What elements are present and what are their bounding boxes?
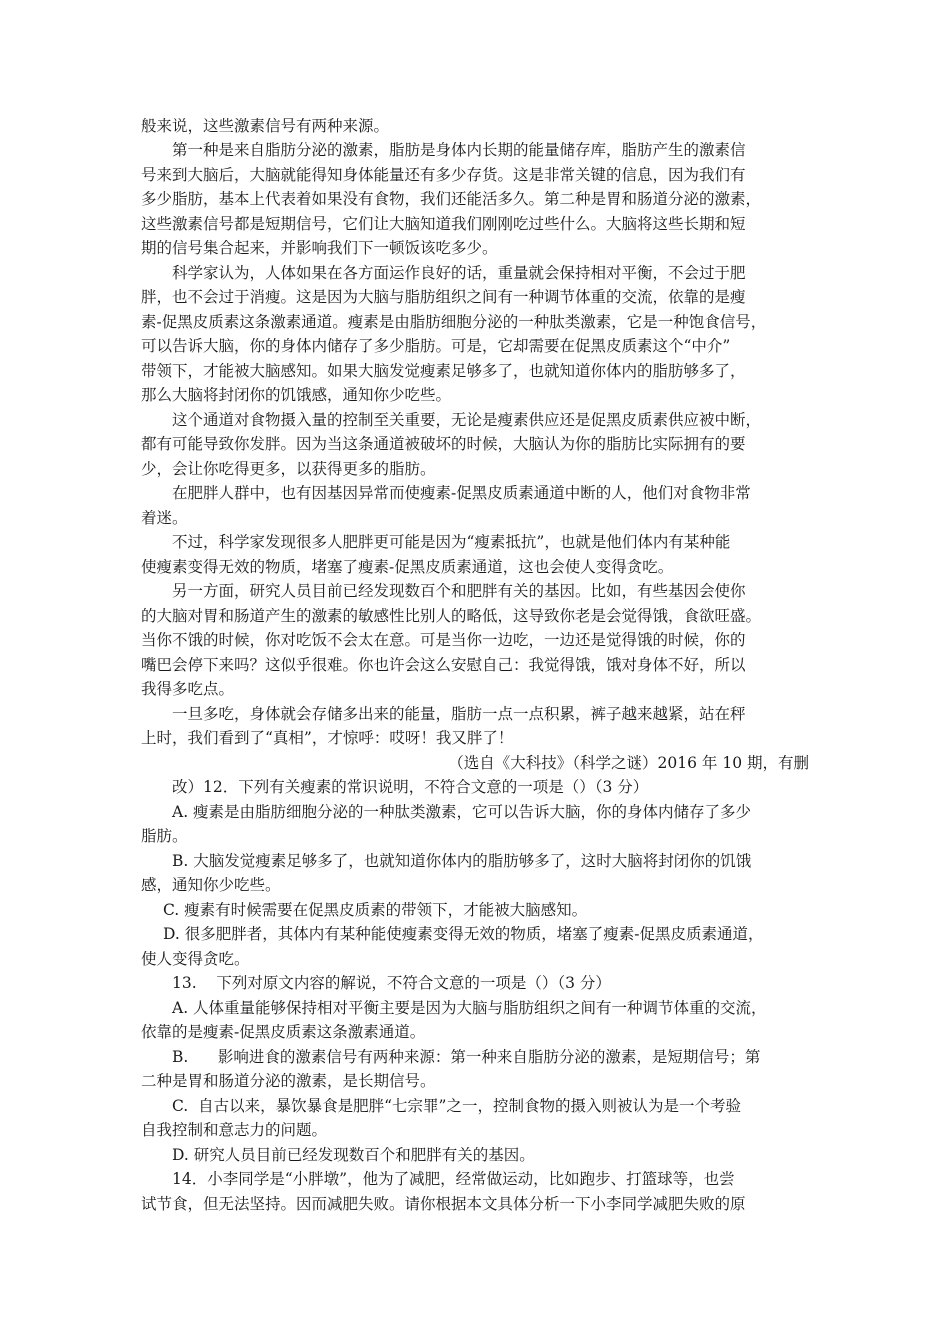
text-line: 当你不饿的时候，你对吃饭不会太在意。可是当你一边吃，一边还是觉得饿的时候，你的	[141, 631, 746, 649]
text-line: 上时，我们看到了“真相”，才惊呼：哎呀！我又胖了！	[141, 729, 514, 747]
paragraph-start: 不过，科学家发现很多人肥胖更可能是因为“瘦素抵抗”，也就是他们体内有某种能	[172, 533, 731, 551]
paragraph-start: 第一种是来自脂肪分泌的激素，脂肪是身体内长期的能量储存库，脂肪产生的激素信	[172, 141, 746, 159]
paragraph-start: 科学家认为，人体如果在各方面运作良好的话，重量就会保持相对平衡，不会过于肥	[172, 264, 746, 282]
text-line: 使瘦素变得无效的物质，堵塞了瘦素-促黑皮质素通道，这也会使人变得贪吃。	[141, 558, 674, 576]
paragraph-start: 另一方面，研究人员目前已经发现数百个和肥胖有关的基因。比如，有些基因会使你	[172, 582, 746, 600]
text-line: 这些激素信号都是短期信号，它们让大脑知道我们刚刚吃过些什么。大脑将这些长期和短	[141, 215, 746, 233]
text-line: 感，通知你少吃些。	[141, 876, 281, 894]
paragraph-start: 在肥胖人群中，也有因基因异常而使瘦素-促黑皮质素通道中断的人，他们对食物非常	[172, 484, 751, 502]
text-line: 少，会让你吃得更多，以获得更多的脂肪。	[141, 460, 436, 478]
text-line: 胖，也不会过于消瘦。这是因为大脑与脂肪组织之间有一种调节体重的交流，依靠的是瘦	[141, 288, 746, 306]
option-a: A. 人体重量能够保持相对平衡主要是因为大脑与脂肪组织之间有一种调节体重的交流，	[172, 999, 767, 1017]
text-line: 依靠的是瘦素-促黑皮质素这条激素通道。	[141, 1023, 426, 1041]
text-line: 可以告诉大脑，你的身体内储存了多少脂肪。可是，它却需要在促黑皮质素这个“中介”	[141, 337, 731, 355]
text-line: 号来到大脑后，大脑就能得知身体能量还有多少存货。这是非常关键的信息，因为我们有	[141, 166, 746, 184]
paragraph-start: 一旦多吃，身体就会存储多出来的能量，脂肪一点一点积累，裤子越来越紧，站在秤	[172, 705, 746, 723]
option-d: D. 研究人员目前已经发现数百个和肥胖有关的基因。	[172, 1146, 535, 1164]
text-line: 着迷。	[141, 509, 188, 527]
option-b: B. 影响进食的激素信号有两种来源：第一种来自脂肪分泌的激素，是短期信号；第	[172, 1048, 761, 1066]
text-line: 素-促黑皮质素这条激素通道。瘦素是由脂肪细胞分泌的一种肽类激素，它是一种饱食信号，	[141, 313, 767, 331]
text-line: 的大脑对胃和肠道产生的激素的敏感性比别人的略低，这导致你老是会觉得饿，食欲旺盛。	[141, 607, 762, 625]
text-line: 带领下，才能被大脑感知。如果大脑发觉瘦素足够多了，也就知道你体内的脂肪够多了，	[141, 362, 746, 380]
option-a: A. 瘦素是由脂肪细胞分泌的一种肽类激素，它可以告诉大脑，你的身体内储存了多少	[172, 803, 752, 821]
text-line: 脂肪。	[141, 827, 188, 845]
text-line: 使人变得贪吃。	[141, 950, 250, 968]
text-line: 我得多吃点。	[141, 680, 235, 698]
text-line: 那么大脑将封闭你的饥饿感，通知你少吃些。	[141, 386, 452, 404]
option-c: C. 瘦素有时候需要在促黑皮质素的带领下，才能被大脑感知。	[163, 901, 588, 919]
source-citation: （选自《大科技》（科学之谜）2016 年 10 期，有删	[448, 754, 809, 772]
option-b: B. 大脑发觉瘦素足够多了，也就知道你体内的脂肪够多了，这时大脑将封闭你的饥饿	[172, 852, 752, 870]
text-line: 都有可能导致你发胖。因为当这条通道被破坏的时候，大脑认为你的脂肪比实际拥有的要	[141, 435, 746, 453]
option-c: C. 自古以来，暴饮暴食是肥胖“七宗罪”之一，控制食物的摄入则被认为是一个考验	[172, 1097, 741, 1115]
text-line: 试节食，但无法坚持。因而减肥失败。请你根据本文具体分析一下小李同学减肥失败的原	[141, 1195, 746, 1213]
text-line: 自我控制和意志力的问题。	[141, 1121, 328, 1139]
paragraph-start: 这个通道对食物摄入量的控制至关重要，无论是瘦素供应还是促黑皮质素供应被中断，	[172, 411, 762, 429]
question-12: 改）12．下列有关瘦素的常识说明，不符合文意的一项是（）（3 分）	[172, 778, 649, 796]
text-line: 般来说，这些激素信号有两种来源。	[141, 117, 390, 135]
text-line: 期的信号集合起来，并影响我们下一顿饭该吃多少。	[141, 239, 498, 257]
text-line: 嘴巴会停下来吗？这似乎很难。你也许会这么安慰自己：我觉得饿，饿对身体不好，所以	[141, 656, 746, 674]
text-line: 二种是胃和肠道分泌的激素，是长期信号。	[141, 1072, 436, 1090]
option-d: D. 很多肥胖者，其体内有某种能使瘦素变得无效的物质，堵塞了瘦素-促黑皮质素通道，	[163, 925, 764, 943]
text-line: 多少脂肪，基本上代表着如果没有食物，我们还能活多久。第二种是胃和肠道分泌的激素，	[141, 190, 762, 208]
question-14: 14．小李同学是“小胖墩”，他为了减肥，经常做运动，比如跑步、打篮球等，也尝	[172, 1170, 735, 1188]
question-13: 13. 下列对原文内容的解说，不符合文意的一项是（）（3 分）	[172, 974, 611, 992]
